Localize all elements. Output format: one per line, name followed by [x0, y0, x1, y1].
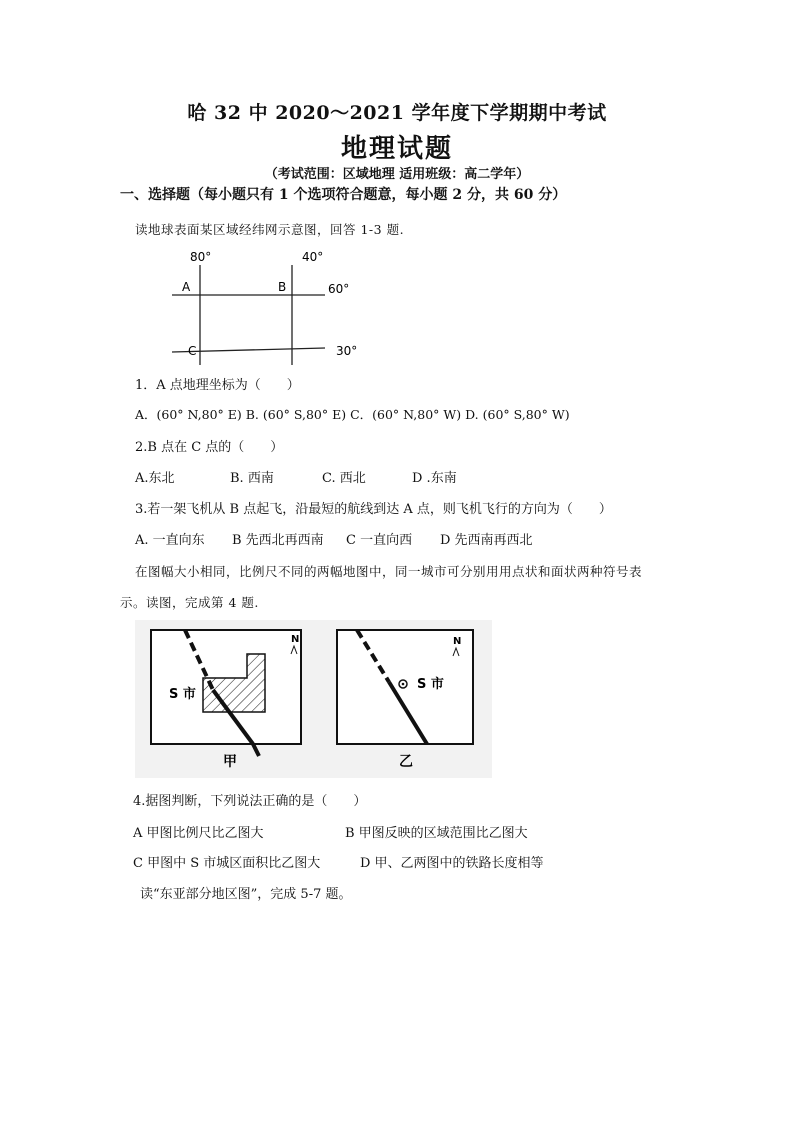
city-point-center: [402, 683, 405, 686]
exam-subtitle: 地理试题: [340, 134, 453, 164]
map-jia-caption: 甲: [223, 754, 237, 770]
latlong-grid-figure: [160, 245, 380, 370]
lon-label-80: 80°: [190, 250, 212, 264]
point-c-label: C: [188, 344, 197, 358]
q3-option-c: C 一直向西: [346, 533, 413, 548]
intro-q4-line2: 示。读图，完成第 4 题.: [120, 595, 259, 610]
q4-stem: 4.据图判断，下列说法正确的是（ ）: [133, 794, 367, 809]
q3-option-a: A. 一直向东: [135, 533, 205, 548]
q4-option-b: B 甲图反映的区域范围比乙图大: [345, 826, 528, 841]
map-yi-north-label: N: [453, 636, 462, 647]
scale-comparison-figure: [135, 620, 492, 778]
q2-option-a: A.东北: [135, 471, 175, 486]
q2-option-b: B. 西南: [230, 471, 274, 486]
point-a-label: A: [182, 280, 191, 294]
lon-label-40: 40°: [302, 250, 324, 264]
q4-option-a: A 甲图比例尺比乙图大: [133, 826, 264, 841]
q2-stem: 2.B 点在 C 点的（ ）: [135, 440, 284, 455]
q4-option-c: C 甲图中 S 市城区面积比乙图大: [133, 856, 321, 871]
intro-q4-line1: 在图幅大小相同，比例尺不同的两幅地图中，同一城市可分别用用点状和面状两种符号表: [135, 564, 643, 579]
q1-options: A．(60° N,80° E) B. (60° S,80° E) C．(60° N,80° W) D. (60° S,80° W): [135, 407, 570, 422]
q4-option-d: D 甲、乙两图中的铁路长度相等: [360, 856, 544, 871]
q1-stem: 1．A 点地理坐标为（ ）: [135, 378, 300, 393]
exam-scope: （考试范围：区域地理 适用班级：高二学年）: [264, 167, 530, 182]
q2-option-c: C. 西北: [322, 471, 366, 486]
intro-q5-7: 读“东亚部分地区图”，完成 5-7 题。: [140, 887, 352, 902]
map-jia-north-label: N: [291, 634, 300, 645]
intro-q1-3: 读地球表面某区域经纬网示意图，回答 1-3 题.: [135, 222, 405, 237]
q3-stem: 3.若一架飞机从 B 点起飞，沿最短的航线到达 A 点，则飞机飞行的方向为（ ）: [135, 502, 612, 517]
q3-option-d: D 先西南再西北: [440, 533, 533, 548]
scale-maps-svg: [135, 620, 492, 778]
q2-option-d: D .东南: [412, 471, 457, 486]
q3-option-b: B 先西北再西南: [232, 533, 324, 548]
map-yi-city-label: S 市: [417, 677, 444, 692]
exam-title: 哈 32 中 2020～2021 学年度下学期期中考试: [187, 102, 607, 124]
lat-label-30: 30°: [336, 344, 358, 358]
map-jia-city-label: S 市: [169, 687, 196, 702]
railway-jia-tail: [253, 744, 259, 756]
point-b-label: B: [278, 280, 287, 294]
lat-label-60: 60°: [328, 282, 350, 296]
section-heading: 一、选择题（每小题只有 1 个选项符合题意，每小题 2 分，共 60 分）: [120, 187, 567, 203]
map-yi-caption: 乙: [399, 754, 413, 770]
